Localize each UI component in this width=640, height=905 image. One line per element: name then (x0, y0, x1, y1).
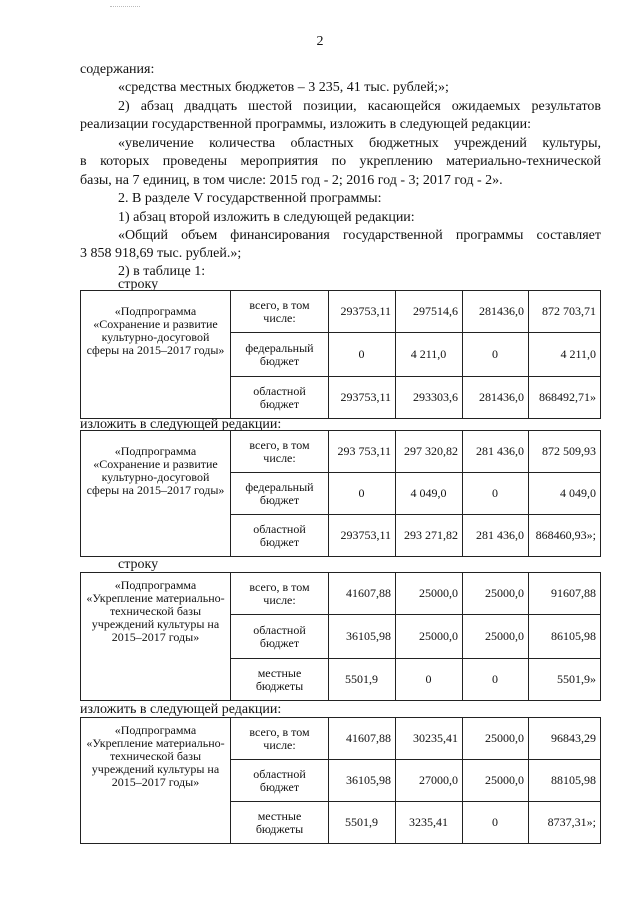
row-kind: областной бюджет (231, 760, 329, 802)
text-line-8: 2. В разделе V государственной программы: (118, 191, 382, 206)
cell-total: 88105,98 (529, 760, 601, 802)
cell-2017: 281 436,0 (463, 515, 529, 557)
row-kind: местные бюджеты (231, 802, 329, 844)
text-line-11: 3 858 918,69 тыс. рублей.»; (80, 246, 242, 261)
text-line-9: 1) абзац второй изложить в следующей редакции: (118, 210, 415, 225)
scan-artifact (110, 6, 140, 10)
text-line-3: 2) абзац двадцать шестой позиции, касающейся ожидаемых результатов (118, 99, 601, 114)
cell-2015: 5501,9 (329, 659, 396, 701)
text-line-10: «Общий объем финансирования государственной программы составляет (118, 228, 601, 243)
table-2-current (80, 572, 601, 701)
table-1-current (80, 290, 601, 419)
cell-2017: 0 (463, 333, 529, 377)
row-kind: федеральный бюджет (231, 473, 329, 515)
cell-2017: 281436,0 (463, 291, 529, 333)
cell-2015: 36105,98 (329, 760, 396, 802)
cell-total: 8737,31»; (529, 802, 601, 844)
table-2-new (80, 717, 601, 844)
page-number: 2 (316, 34, 324, 49)
cell-2015: 293753,11 (329, 291, 396, 333)
row-kind: областной бюджет (231, 515, 329, 557)
cell-2015: 5501,9 (329, 802, 396, 844)
cell-2015: 293753,11 (329, 515, 396, 557)
cell-total: 872 703,71 (529, 291, 601, 333)
program-name: «Подпрограмма «Сохранение и развитие культурно-досуговой сферы на 2015–2017 годы» (81, 291, 231, 419)
cell-2015: 41607,88 (329, 718, 396, 760)
cell-2017: 25000,0 (463, 760, 529, 802)
row-kind: всего, в том числе: (231, 573, 329, 615)
cell-total: 4 049,0 (529, 473, 601, 515)
cell-2016: 293 271,82 (396, 515, 463, 557)
cell-2017: 25000,0 (463, 718, 529, 760)
cell-total: 872 509,93 (529, 431, 601, 473)
text-line-1: содержания: (80, 62, 155, 77)
cell-2016: 27000,0 (396, 760, 463, 802)
program-name: «Подпрограмма «Укрепление материально-технической базы учреждений культуры на 2015–2017 годы» (81, 573, 231, 701)
text-line-4: реализации государственной программы, изложить в следующей редакции: (80, 117, 532, 132)
text-line-5: «увеличение количества областных бюджетных учреждений культуры, (118, 136, 601, 151)
text-line-2: «средства местных бюджетов – 3 235, 41 тыс. рублей;»; (118, 80, 449, 95)
cell-total: 4 211,0 (529, 333, 601, 377)
text-line-6: в которых проведены мероприятия по укреплению материально-технической (80, 154, 601, 169)
row-kind: областной бюджет (231, 377, 329, 419)
program-name: «Подпрограмма «Укрепление материально-технической базы учреждений культуры на 2015–2017 годы» (81, 718, 231, 844)
cell-total: 868460,93»; (529, 515, 601, 557)
table-1-new (80, 430, 601, 557)
cell-2015: 293 753,11 (329, 431, 396, 473)
text-line-16: изложить в следующей редакции: (80, 702, 282, 717)
cell-2016: 297 320,82 (396, 431, 463, 473)
cell-2016: 25000,0 (396, 573, 463, 615)
cell-2017: 0 (463, 802, 529, 844)
cell-2016: 297514,6 (396, 291, 463, 333)
cell-2015: 0 (329, 333, 396, 377)
text-line-13: строку (118, 277, 159, 292)
text-line-15: строку (118, 557, 159, 572)
cell-total: 91607,88 (529, 573, 601, 615)
cell-total: 868492,71» (529, 377, 601, 419)
program-name: «Подпрограмма «Сохранение и развитие культурно-досуговой сферы на 2015–2017 годы» (81, 431, 231, 557)
row-kind: областной бюджет (231, 615, 329, 659)
cell-2015: 293753,11 (329, 377, 396, 419)
cell-2017: 281436,0 (463, 377, 529, 419)
cell-2016: 25000,0 (396, 615, 463, 659)
cell-2016: 4 049,0 (396, 473, 463, 515)
row-kind: федеральный бюджет (231, 333, 329, 377)
text-line-14: изложить в следующей редакции: (80, 417, 282, 432)
cell-2016: 293303,6 (396, 377, 463, 419)
cell-2017: 0 (463, 659, 529, 701)
cell-2016: 4 211,0 (396, 333, 463, 377)
cell-2016: 30235,41 (396, 718, 463, 760)
row-kind: всего, в том числе: (231, 718, 329, 760)
cell-2017: 25000,0 (463, 573, 529, 615)
cell-2017: 281 436,0 (463, 431, 529, 473)
cell-2016: 0 (396, 659, 463, 701)
cell-2016: 3235,41 (396, 802, 463, 844)
cell-total: 5501,9» (529, 659, 601, 701)
cell-2017: 25000,0 (463, 615, 529, 659)
cell-total: 86105,98 (529, 615, 601, 659)
cell-total: 96843,29 (529, 718, 601, 760)
cell-2017: 0 (463, 473, 529, 515)
row-kind: всего, в том числе: (231, 431, 329, 473)
cell-2015: 41607,88 (329, 573, 396, 615)
text-line-12: 2) в таблице 1: (118, 264, 206, 279)
row-kind: местные бюджеты (231, 659, 329, 701)
cell-2015: 0 (329, 473, 396, 515)
cell-2015: 36105,98 (329, 615, 396, 659)
row-kind: всего, в том числе: (231, 291, 329, 333)
text-line-7: базы, на 7 единиц, в том числе: 2015 год - 2; 2016 год - 3; 2017 год - 2». (80, 173, 503, 188)
